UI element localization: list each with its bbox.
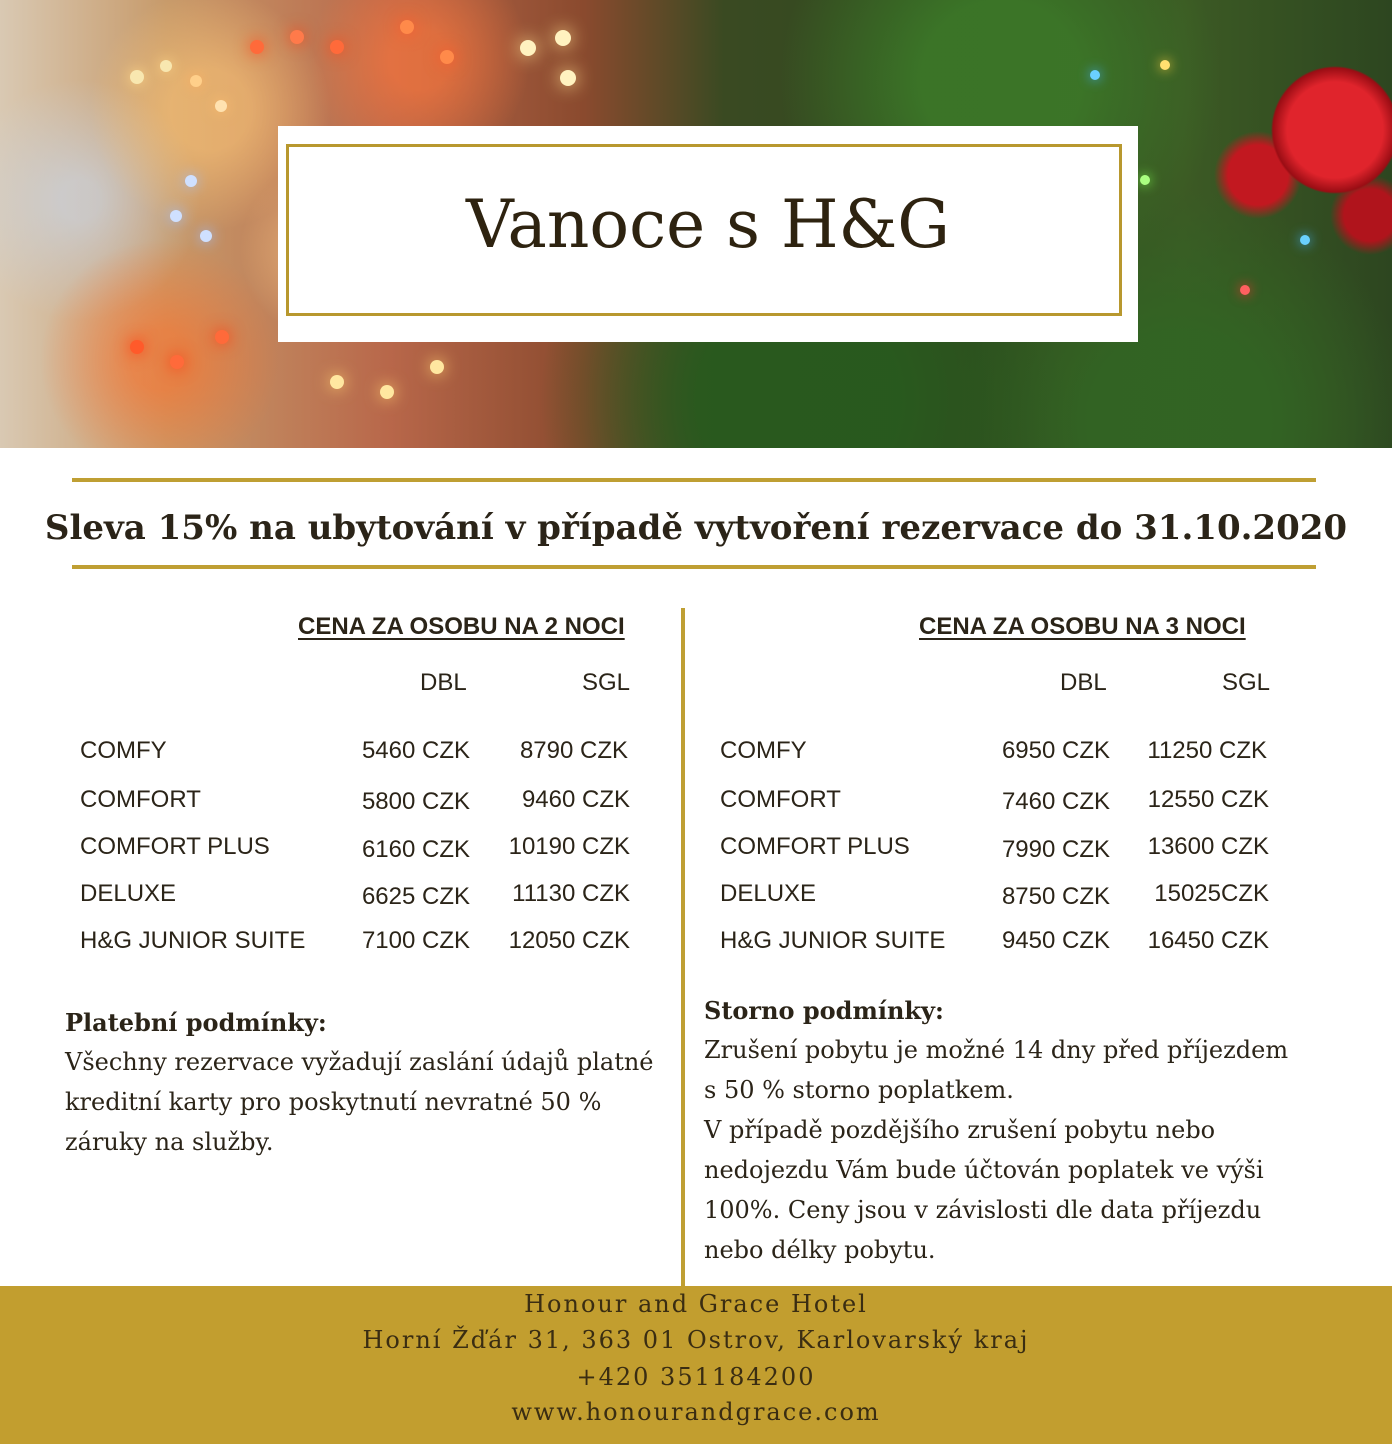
room-name: H&G JUNIOR SUITE [80,927,306,954]
hotel-name: Honour and Grace Hotel [524,1290,868,1318]
room-name: DELUXE [80,880,177,907]
column-header-dbl: DBL [1060,669,1107,696]
cancellation-line: 100%. Ceny jsou v závislosti dle data příjezdu [704,1196,1262,1224]
cancellation-line: nebo délky pobytu. [704,1236,936,1264]
promo-bottom-rule [72,565,1316,569]
hotel-website: www.honourandgrace.com [511,1398,881,1426]
table-heading-3-nights: CENA ZA OSOBU NA 3 NOCI [919,613,1246,640]
column-divider [681,608,685,1288]
cancellation-terms-title: Storno podmínky: [704,996,944,1025]
price-sgl: 12550 CZK [1147,786,1269,813]
promo-banner: Sleva 15% na ubytování v případě vytvoření rezervace do 31.10.2020 [44,508,1348,548]
title-card [278,126,1138,342]
room-name: H&G JUNIOR SUITE [720,927,946,954]
price-dbl: 9450 CZK [1001,927,1110,954]
price-sgl: 11250 CZK [1147,737,1267,764]
promo-top-rule [72,478,1316,482]
price-sgl: 15025CZK [1154,880,1269,907]
room-name: COMFY [80,737,167,764]
payment-terms-title: Platební podmínky: [65,1008,327,1037]
price-sgl: 13600 CZK [1147,833,1269,860]
price-sgl: 10190 CZK [508,833,630,860]
price-dbl: 8750 CZK [1001,883,1110,910]
table-heading-2-nights: CENA ZA OSOBU NA 2 NOCI [298,613,625,640]
price-dbl: 7990 CZK [1001,836,1110,863]
room-name: DELUXE [720,880,817,907]
hotel-phone: +420 351184200 [576,1363,816,1391]
room-name: COMFORT [720,786,841,813]
price-dbl: 7460 CZK [1001,788,1110,815]
price-sgl: 12050 CZK [508,927,630,954]
room-name: COMFY [720,737,807,764]
room-name: COMFORT [80,786,201,813]
column-header-sgl: SGL [582,669,631,696]
price-dbl: 5800 CZK [361,788,470,815]
payment-line: kreditní karty pro poskytnutí nevratné 50 % [65,1088,602,1116]
hotel-address: Horní Žďár 31, 363 01 Ostrov, Karlovarský kraj [362,1326,1030,1354]
hero-image [0,0,1392,448]
cancellation-line: s 50 % storno poplatkem. [704,1076,1014,1104]
cancellation-line: Zrušení pobytu je možné 14 dny před příjezdem [704,1036,1289,1064]
column-header-dbl: DBL [420,669,467,696]
price-sgl: 11130 CZK [512,880,630,907]
payment-terms-body [65,1042,654,1162]
price-dbl: 6160 CZK [361,836,470,863]
price-sgl: 9460 CZK [521,786,630,813]
cancellation-terms-body [704,1030,1288,1270]
payment-line: Všechny rezervace vyžadují zaslání údajů platné [65,1048,654,1076]
price-dbl: 5460 CZK [361,737,470,764]
cancellation-line: nedojezdu Vám bude účtován poplatek ve výši [704,1156,1264,1184]
room-name: COMFORT PLUS [720,833,910,860]
price-dbl: 7100 CZK [361,927,470,954]
price-sgl: 8790 CZK [519,737,628,764]
price-dbl: 6950 CZK [1001,737,1110,764]
payment-line: záruky na služby. [65,1128,274,1156]
price-dbl: 6625 CZK [361,883,470,910]
room-name: COMFORT PLUS [80,833,270,860]
column-header-sgl: SGL [1222,669,1271,696]
cancellation-line: V případě pozdějšího zrušení pobytu nebo [704,1116,1216,1144]
footer-contact [0,1286,1392,1444]
page-title: Vanoce s H&G [465,186,951,263]
price-sgl: 16450 CZK [1147,927,1269,954]
